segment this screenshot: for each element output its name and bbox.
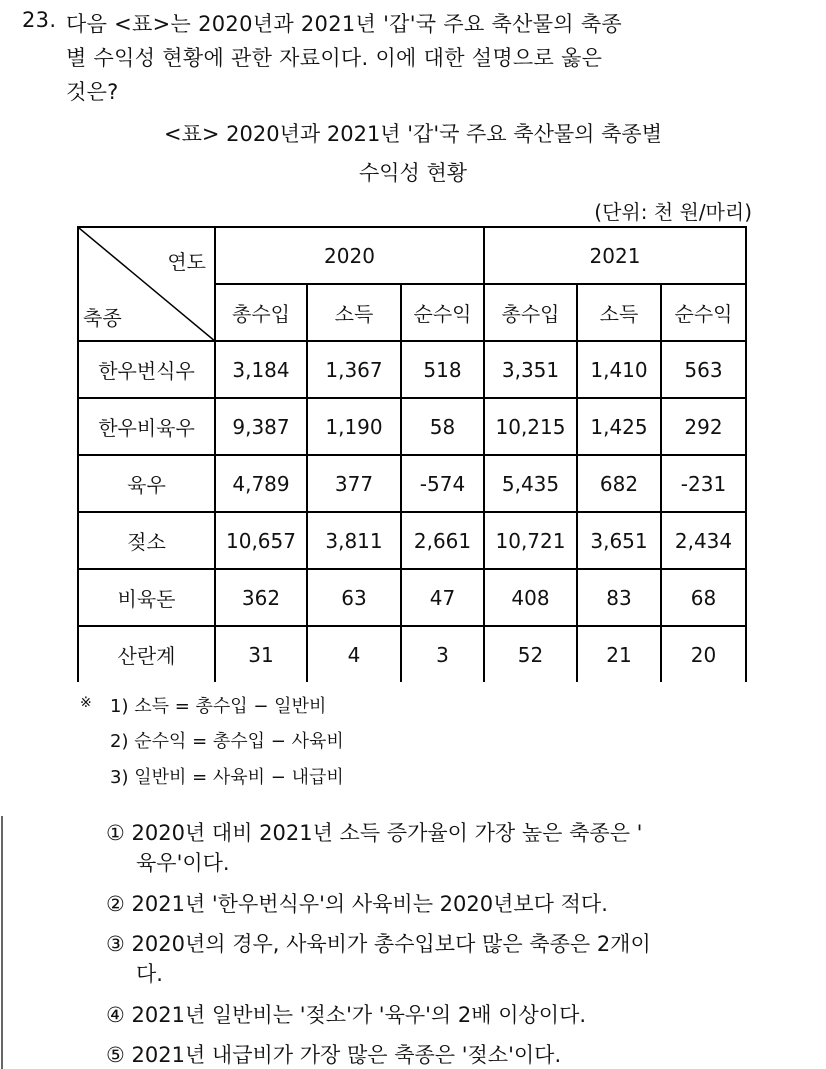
- corner-header: [78, 227, 215, 341]
- cell: 21: [577, 626, 661, 682]
- subheader-total-income-2020: 총수입: [215, 284, 307, 341]
- row-label: 육우: [78, 455, 215, 512]
- cell: 10,657: [215, 512, 307, 569]
- table-title-line-2: 수익성 현황: [358, 161, 468, 185]
- cell: 1,367: [307, 341, 401, 398]
- subheader-net-profit-2021: 순수익: [661, 284, 746, 341]
- option-3-line-2: 다.: [136, 962, 163, 986]
- cell: 563: [661, 341, 746, 398]
- cell: 10,215: [484, 398, 577, 455]
- cell: 68: [661, 569, 746, 626]
- cell: 52: [484, 626, 577, 682]
- cell: 362: [215, 569, 307, 626]
- cell: 58: [401, 398, 484, 455]
- cell: 20: [661, 626, 746, 682]
- table-title: <표> 2020년과 2021년 '갑'국 주요 축산물의 축종별: [164, 122, 662, 146]
- cell: 9,387: [215, 398, 307, 455]
- cell: 292: [661, 398, 746, 455]
- cell: 1,410: [577, 341, 661, 398]
- row-label: 한우비육우: [78, 398, 215, 455]
- year-header-2020: 2020: [215, 227, 484, 284]
- option-3-line-1: ③ 2020년의 경우, 사육비가 총수입보다 많은 축종은 2개이: [106, 932, 651, 956]
- cell: 3,651: [577, 512, 661, 569]
- question-text-line-3: 것은?: [66, 80, 119, 104]
- cell: 47: [401, 569, 484, 626]
- question-text-line-2: 별 수익성 현황에 관한 자료이다. 이에 대한 설명으로 옳은: [66, 46, 603, 70]
- cell: 83: [577, 569, 661, 626]
- question-text-line-1: 다음 <표>는 2020년과 2021년 '갑'국 주요 축산물의 축종: [66, 12, 623, 36]
- cell: 3: [401, 626, 484, 682]
- cell: 3,351: [484, 341, 577, 398]
- cell: 31: [215, 626, 307, 682]
- cell: 408: [484, 569, 577, 626]
- question-number: 23.: [22, 8, 57, 32]
- year-header-2021: 2021: [484, 227, 746, 284]
- row-label: 한우번식우: [78, 341, 215, 398]
- cell: 5,435: [484, 455, 577, 512]
- margin-rule: [1, 816, 3, 1069]
- row-label: 산란계: [78, 626, 215, 682]
- note-mark: ※: [80, 695, 92, 711]
- cell: 377: [307, 455, 401, 512]
- table-row: [78, 569, 746, 626]
- cell: 3,184: [215, 341, 307, 398]
- option-2-line-1: ② 2021년 '한우번식우'의 사육비는 2020년보다 적다.: [106, 892, 608, 916]
- option-5-line-1: ⑤ 2021년 내급비가 가장 많은 축종은 '젖소'이다.: [106, 1043, 562, 1067]
- option-1-line-1: ① 2020년 대비 2021년 소득 증가율이 가장 높은 축종은 ': [106, 821, 643, 845]
- option-4-line-1: ④ 2021년 일반비는 '젖소'가 '육우'의 2배 이상이다.: [106, 1003, 587, 1027]
- subheader-net-profit-2020: 순수익: [401, 284, 484, 341]
- row-label: 비육돈: [78, 569, 215, 626]
- table-row: [78, 512, 746, 569]
- corner-year-label: 연도: [167, 250, 206, 274]
- cell: 2,434: [661, 512, 746, 569]
- subheader-income-2020: 소득: [307, 284, 401, 341]
- cell: 4: [307, 626, 401, 682]
- footnote-1: 1) 소득 = 총수입 − 일반비: [110, 696, 327, 717]
- footnote-2: 2) 순수익 = 총수입 − 사육비: [110, 731, 344, 752]
- option-1-line-2: 육우'이다.: [136, 851, 230, 875]
- data-table: [77, 226, 747, 682]
- cell: 1,425: [577, 398, 661, 455]
- subheader-total-income-2021: 총수입: [484, 284, 577, 341]
- table-row: [78, 341, 746, 398]
- cell: 4,789: [215, 455, 307, 512]
- table-row: [78, 398, 746, 455]
- cell: 682: [577, 455, 661, 512]
- row-label: 젖소: [78, 512, 215, 569]
- cell: -574: [401, 455, 484, 512]
- cell: 10,721: [484, 512, 577, 569]
- footnote-3: 3) 일반비 = 사육비 − 내급비: [110, 767, 344, 788]
- table-unit: (단위: 천 원/마리): [594, 200, 752, 224]
- cell: 63: [307, 569, 401, 626]
- cell: 3,811: [307, 512, 401, 569]
- table-row: [78, 626, 746, 682]
- subheader-income-2021: 소득: [577, 284, 661, 341]
- corner-kind-label: 축종: [83, 306, 122, 330]
- cell: 2,661: [401, 512, 484, 569]
- table-row: [78, 455, 746, 512]
- cell: -231: [661, 455, 746, 512]
- cell: 1,190: [307, 398, 401, 455]
- cell: 518: [401, 341, 484, 398]
